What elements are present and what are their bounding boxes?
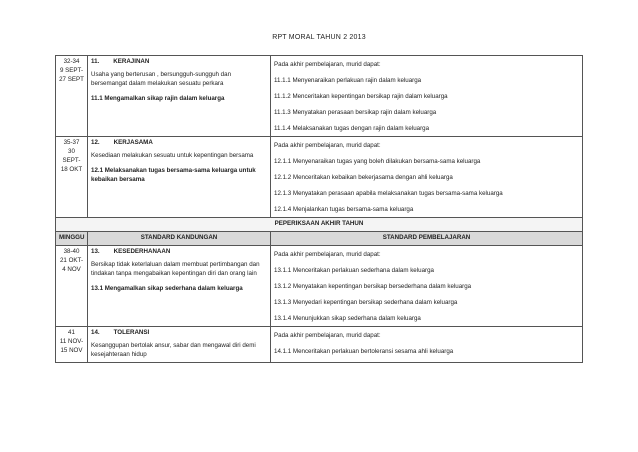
topic-title: KERAJINAN bbox=[113, 58, 150, 65]
week-cell bbox=[56, 136, 88, 217]
table-header bbox=[56, 231, 583, 245]
table-row bbox=[56, 56, 583, 137]
topic-description: Bersikap tidak keterlaluan dalam membuat pertimbangan dan tindakan tanpa mengabaikan kepentingan diri dan orang lain bbox=[91, 260, 260, 277]
week-cell bbox=[56, 56, 88, 137]
table-row bbox=[56, 245, 583, 326]
week-range: 38-40 bbox=[63, 247, 80, 255]
standard-kandungan-cell bbox=[88, 245, 271, 326]
topic-standard: 13.1 Mengamalkan sikap sederhana dalam keluarga bbox=[91, 284, 243, 292]
learning-item: 11.1.3 Menyatakan perasaan bersikap rajin dalam keluarga bbox=[274, 108, 437, 116]
learning-intro: Pada akhir pembelajaran, murid dapat: bbox=[274, 61, 381, 68]
standard-kandungan-cell bbox=[88, 56, 271, 137]
topic-title: KESEDERHANAAN bbox=[113, 247, 171, 255]
week-start: 11 NOV- bbox=[59, 337, 84, 345]
topic-title: KERJASAMA bbox=[113, 138, 153, 146]
learning-intro: Pada akhir pembelajaran, murid dapat: bbox=[274, 250, 381, 258]
learning-intro: Pada akhir pembelajaran, murid dapat: bbox=[274, 331, 381, 339]
topic-number: 13. bbox=[91, 247, 100, 255]
topic-standard: 11.1 Mengamalkan sikap rajin dalam keluarga bbox=[91, 94, 225, 102]
week-range: 41 bbox=[68, 328, 75, 336]
learning-item: 13.1.1 Menceritakan perlakuan sederhana dalam keluarga bbox=[274, 266, 434, 274]
header-minggu: MINGGU bbox=[56, 231, 88, 245]
learning-item: 12.1.2 Menceritakan kebaikan bekerjasama dengan ahli keluarga bbox=[274, 173, 453, 181]
header-standard-kandungan: STANDARD KANDUNGAN bbox=[88, 231, 271, 245]
topic-description: Kesanggupan bertolak ansur, sabar dan mengawal diri demi kesejahteraan hidup bbox=[91, 341, 256, 358]
week-range: 35-37 bbox=[63, 138, 80, 146]
learning-item: 14.1.1 Menceritakan perlakuan bertoleransi sesama ahli keluarga bbox=[274, 347, 454, 355]
page-title: RPT MORAL TAHUN 2 2013 bbox=[272, 34, 366, 41]
learning-item: 12.1.3 Menyatakan perasaan apabila melaksanakan tugas bersama-sama keluarga bbox=[274, 189, 503, 197]
learning-item: 12.1.1 Menyenaraikan tugas yang boleh dilakukan bersama-sama keluarga bbox=[274, 157, 481, 165]
topic-description: Kesediaan melakukan sesuatu untuk kepentingan bersama bbox=[91, 151, 254, 159]
table-row bbox=[56, 326, 583, 362]
learning-intro: Pada akhir pembelajaran, murid dapat: bbox=[274, 141, 381, 149]
exam-label: PEPERIKSAAN AKHIR TAHUN bbox=[56, 217, 583, 231]
week-start: 9 SEPT- bbox=[59, 66, 84, 74]
standard-pembelajaran-cell bbox=[271, 136, 583, 217]
week-cell bbox=[56, 245, 88, 326]
learning-item: 13.1.4 Menunjukkan sikap sederhana dalam keluarga bbox=[274, 314, 421, 322]
standard-pembelajaran-cell bbox=[271, 245, 583, 326]
learning-item: 11.1.4 Melaksanakan tugas dengan rajin dalam keluarga bbox=[274, 124, 430, 132]
week-range: 32-34 bbox=[63, 58, 80, 65]
learning-item: 11.1.2 Menceritakan kepentingan bersikap rajin dalam keluarga bbox=[274, 92, 448, 100]
topic-number: 12. bbox=[91, 138, 100, 146]
learning-item: 13.1.2 Menyatakan kepentingan bersikap bersederhana dalam keluarga bbox=[274, 282, 472, 290]
topic-title: TOLERANSI bbox=[113, 328, 150, 336]
rpt-table bbox=[55, 55, 583, 363]
week-start: 30 SEPT- bbox=[62, 147, 81, 164]
week-cell bbox=[56, 326, 88, 362]
table-row bbox=[56, 136, 583, 217]
standard-kandungan-cell bbox=[88, 326, 271, 362]
learning-item: 11.1.1 Menyenaraikan perlakuan rajin dalam keluarga bbox=[274, 76, 422, 84]
header-standard-pembelajaran: STANDARD PEMBELAJARAN bbox=[271, 231, 583, 245]
standard-kandungan-cell bbox=[88, 136, 271, 217]
standard-pembelajaran-cell bbox=[271, 56, 583, 137]
topic-description: Usaha yang berterusan , bersungguh-sungguh dan bersemangat dalam melakukan sesuatu perkara bbox=[91, 70, 232, 87]
topic-number: 11. bbox=[91, 58, 100, 65]
week-end: 15 NOV bbox=[60, 346, 83, 354]
topic-standard: 12.1 Melaksanakan tugas bersama-sama keluarga untuk kebaikan bersama bbox=[91, 166, 256, 183]
week-start: 21 OKT- bbox=[59, 256, 84, 264]
week-end: 4 NOV bbox=[62, 265, 81, 273]
exam-row bbox=[56, 217, 583, 231]
topic-number: 14. bbox=[91, 328, 100, 336]
week-end: 27 SEPT bbox=[59, 75, 84, 83]
learning-item: 12.1.4 Menjalankan tugas bersama-sama keluarga bbox=[274, 205, 414, 213]
standard-pembelajaran-cell bbox=[271, 326, 583, 362]
week-end: 18 OKT bbox=[60, 165, 83, 173]
learning-item: 13.1.3 Menyedari kepentingan bersikap sederhana dalam keluarga bbox=[274, 298, 458, 306]
